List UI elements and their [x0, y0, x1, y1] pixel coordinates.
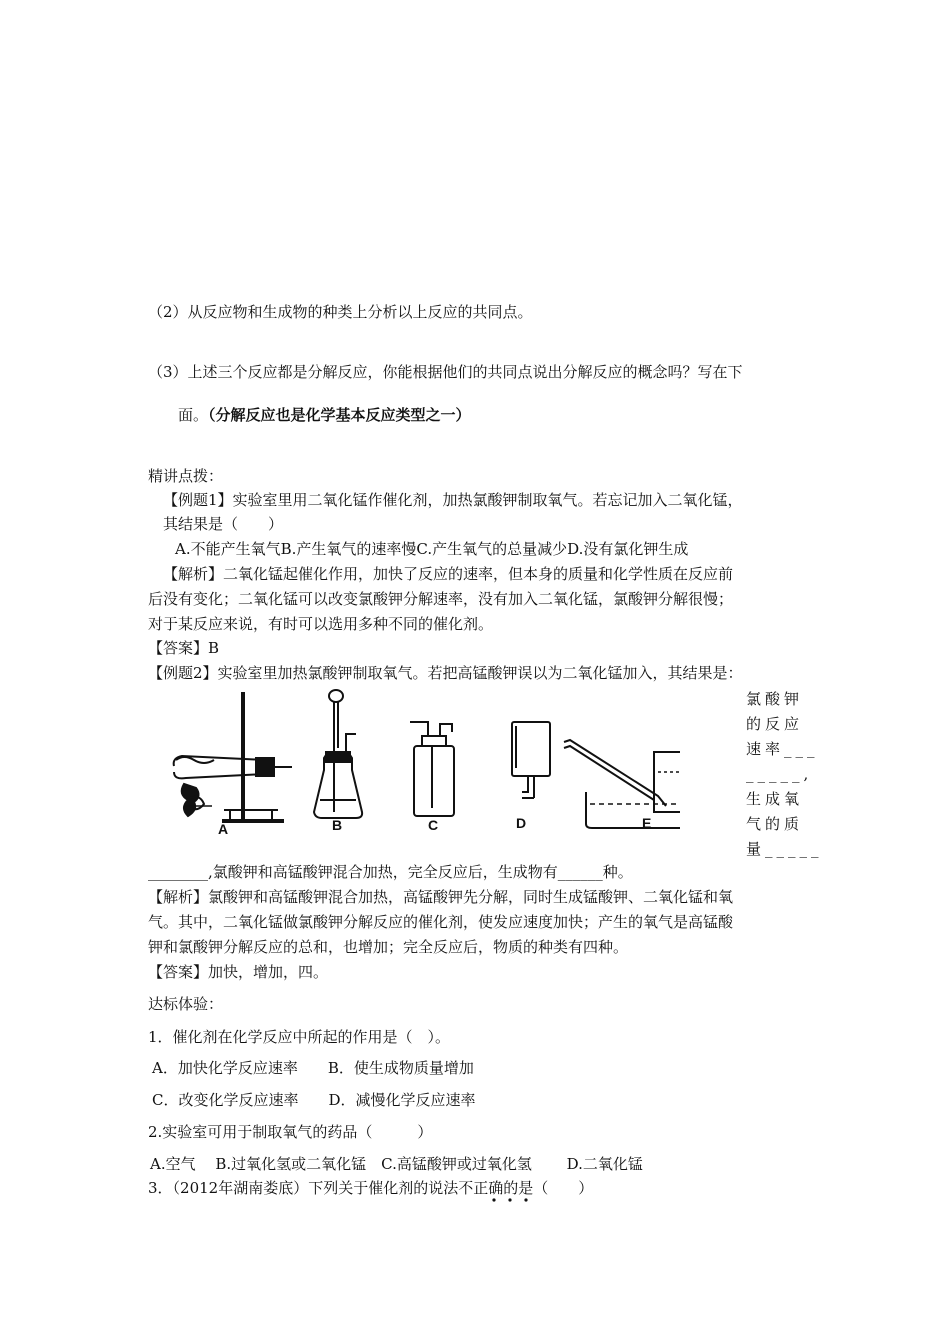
- example-2-analysis-line3: 钾和氯酸钾分解反应的总和，也增加；完全反应后，物质的种类有四种。: [148, 938, 629, 956]
- example-2-side-text: [746, 687, 823, 862]
- side-line: _____,: [746, 765, 813, 783]
- example-2-answer: 【答案】加快，增加，四。: [148, 963, 329, 981]
- example-2-analysis-line2: 气。其中，二氧化锰做氯酸钾分解反应的催化剂，使发应速度加快；产生的氧气是高锰酸: [148, 913, 734, 931]
- section-heading-dabiao: 达标体验：: [148, 995, 224, 1013]
- apparatus-label-d: D: [516, 815, 527, 831]
- example-2-analysis-line1: 【解析】氯酸钾和高锰酸钾混合加热，高锰酸钾先分解，同时生成锰酸钾、二氧化锰和氧: [148, 888, 734, 906]
- exercise-2-options: A.空气 B.过氧化氢或二氧化锰 C.高锰酸钾或过氧化氢 D.二氧化锰: [150, 1155, 643, 1173]
- question-3-prompt: （3）上述三个反应都是分解反应，你能根据他们的共同点说出分解反应的概念吗？写在下: [148, 363, 743, 381]
- question-3-continuation: [178, 405, 471, 425]
- apparatus-d-icon: [512, 722, 550, 798]
- side-line: 气的质: [746, 815, 804, 833]
- example-1-stem-line1: 【例题1】实验室里用二氧化锰作催化剂，加热氯酸钾制取氧气。若忘记加入二氧化锰，: [163, 491, 743, 509]
- example-1-stem-line2: 其结果是（ ）: [163, 515, 284, 533]
- side-line: 生成氧: [746, 790, 804, 808]
- apparatus-e-icon: [564, 740, 680, 828]
- decomposition-note: （分解反应也是化学基本反应类型之一）: [208, 406, 471, 424]
- example-2-stem: 【例题2】实验室里加热氯酸钾制取氧气。若把高锰酸钾误以为二氧化锰加入，其结果是：: [148, 664, 743, 682]
- lab-apparatus-figure: [160, 688, 680, 838]
- apparatus-a-icon: [174, 692, 292, 821]
- question-3-suffix: 面。: [178, 406, 209, 424]
- example-1-analysis-line1: 【解析】二氧化锰起催化作用，加快了反应的速率，但本身的质量和化学性质在反应前: [163, 565, 734, 583]
- example-1-analysis-line3: 对于某反应来说，有时可以选用多种不同的催化剂。: [148, 615, 494, 633]
- example-1-options: A.不能产生氧气B.产生氧气的速率慢C.产生氧气的总量减少D.没有氯化钾生成: [175, 540, 689, 558]
- example-1-answer: 【答案】B: [148, 639, 220, 657]
- section-heading-jingjiang: 精讲点拨：: [148, 467, 224, 485]
- exercise-1-options-cd: C．改变化学反应速率 D．减慢化学反应速率: [152, 1091, 476, 1109]
- apparatus-b-icon: [314, 690, 362, 818]
- side-line: 的反应: [746, 715, 804, 733]
- side-line: 速率___: [746, 740, 819, 758]
- exercise-3-stem: 3．（2012年湖南娄底）下列关于催化剂的说法不正确的是（ ）: [148, 1179, 594, 1197]
- example-1-analysis-line2: 后没有变化；二氧化锰可以改变氯酸钾分解速率，没有加入二氧化锰，氯酸钾分解很慢；: [148, 590, 734, 608]
- apparatus-label-e: E: [642, 815, 652, 831]
- exercise-1-options-ab: A．加快化学反应速率 B．使生成物质量增加: [152, 1059, 474, 1077]
- example-2-continuation: ________,氯酸钾和高锰酸钾混合加热，完全反应后，生成物有______种。: [148, 863, 633, 881]
- side-line: 氯酸钾: [746, 690, 804, 708]
- exercise-2-stem: 2.实验室可用于制取氧气的药品（ ）: [148, 1123, 433, 1141]
- apparatus-c-icon: [410, 722, 454, 816]
- exercise-1-stem: 1．催化剂在化学反应中所起的作用是（ ）。: [148, 1028, 451, 1046]
- side-line: 量_____: [746, 840, 823, 858]
- emphasis-dots: [488, 1196, 538, 1204]
- apparatus-label-a: A: [218, 821, 229, 837]
- apparatus-label-b: B: [332, 817, 343, 833]
- apparatus-label-c: C: [428, 817, 439, 833]
- question-2-prompt: （2）从反应物和生成物的种类上分析以上反应的共同点。: [148, 303, 533, 321]
